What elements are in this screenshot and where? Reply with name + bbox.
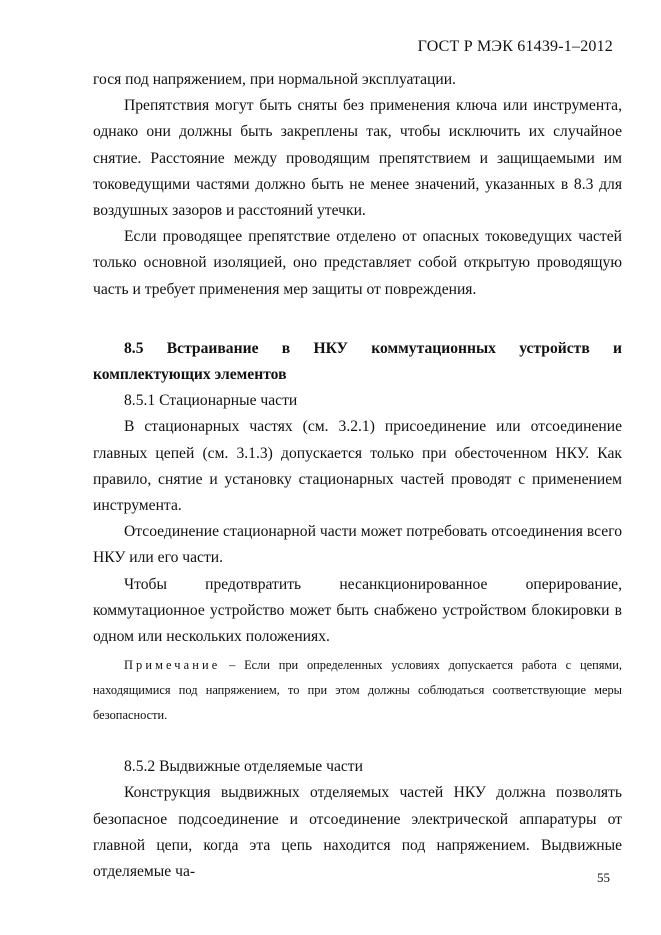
paragraph-fixed-parts: В стационарных частях (см. 3.2.1) присоединение или отсоединение главных цепей (см. 3.1.3) допускается только при обесточенном НКУ. Как правило, снятие и установку стационарных частей проводят с применением инструмента. [93,418,622,515]
paragraph-withdrawable-parts: Конструкция выдвижных отделяемых частей НКУ должна позволять безопасное подсоединение и отсоединение электрической аппаратуры от главной цепи, когда эта цепь находится под напряжением. Выдвижные отделяемые ча- [93,784,622,881]
paragraph-conductive-obstacle: Если проводящее препятствие отделено от опасных токоведущих частей только основной изоляцией, оно представляет собой открытую проводящую часть и требует применения мер защиты от повреждения. [93,228,622,298]
subsection-title-8-5-1: 8.5.1 Стационарные части [124,392,298,410]
standard-header: ГОСТ Р МЭК 61439-1–2012 [417,38,613,55]
paragraph-continuation: гося под напряжением, при нормальной эксплуатации. [93,71,456,88]
paragraph-obstacles-removal: Препятствия могут быть сняты без применения ключа или инструмента, однако они должны быть закреплены так, чтобы исключить их случайное снятие. Расстояние между проводящим препятствием и защищаемыми им токоведущими частями должно быть не менее значений, указанных в 8.3 для воздушных зазоров и расстояний утечки. [93,97,622,220]
subsection-title-8-5-2: 8.5.2 Выдвижные отделяемые части [124,758,363,776]
paragraph-disconnection: Отсоединение стационарной части может потребовать отсоединения всего НКУ или его части. [93,523,622,567]
paragraph-locking: Чтобы предотвратить несанкционированное оперирование, коммутационное устройство может быть снабжено устройством блокировки в одном или нескольких положениях. [93,575,622,646]
note [93,653,622,728]
note-label: Примечание [124,658,221,673]
page-content [93,67,622,885]
section-heading-8-5: 8.5 Встраивание в НКУ коммутационных устройств и комплектующих элементов [93,339,622,384]
page-number: 55 [597,870,610,885]
note-text: – Если при определенных условиях допускается работа с цепями, находящимися под напряжением, то при этом должны соблюдаться соответствующие меры безопасности. [93,658,622,723]
